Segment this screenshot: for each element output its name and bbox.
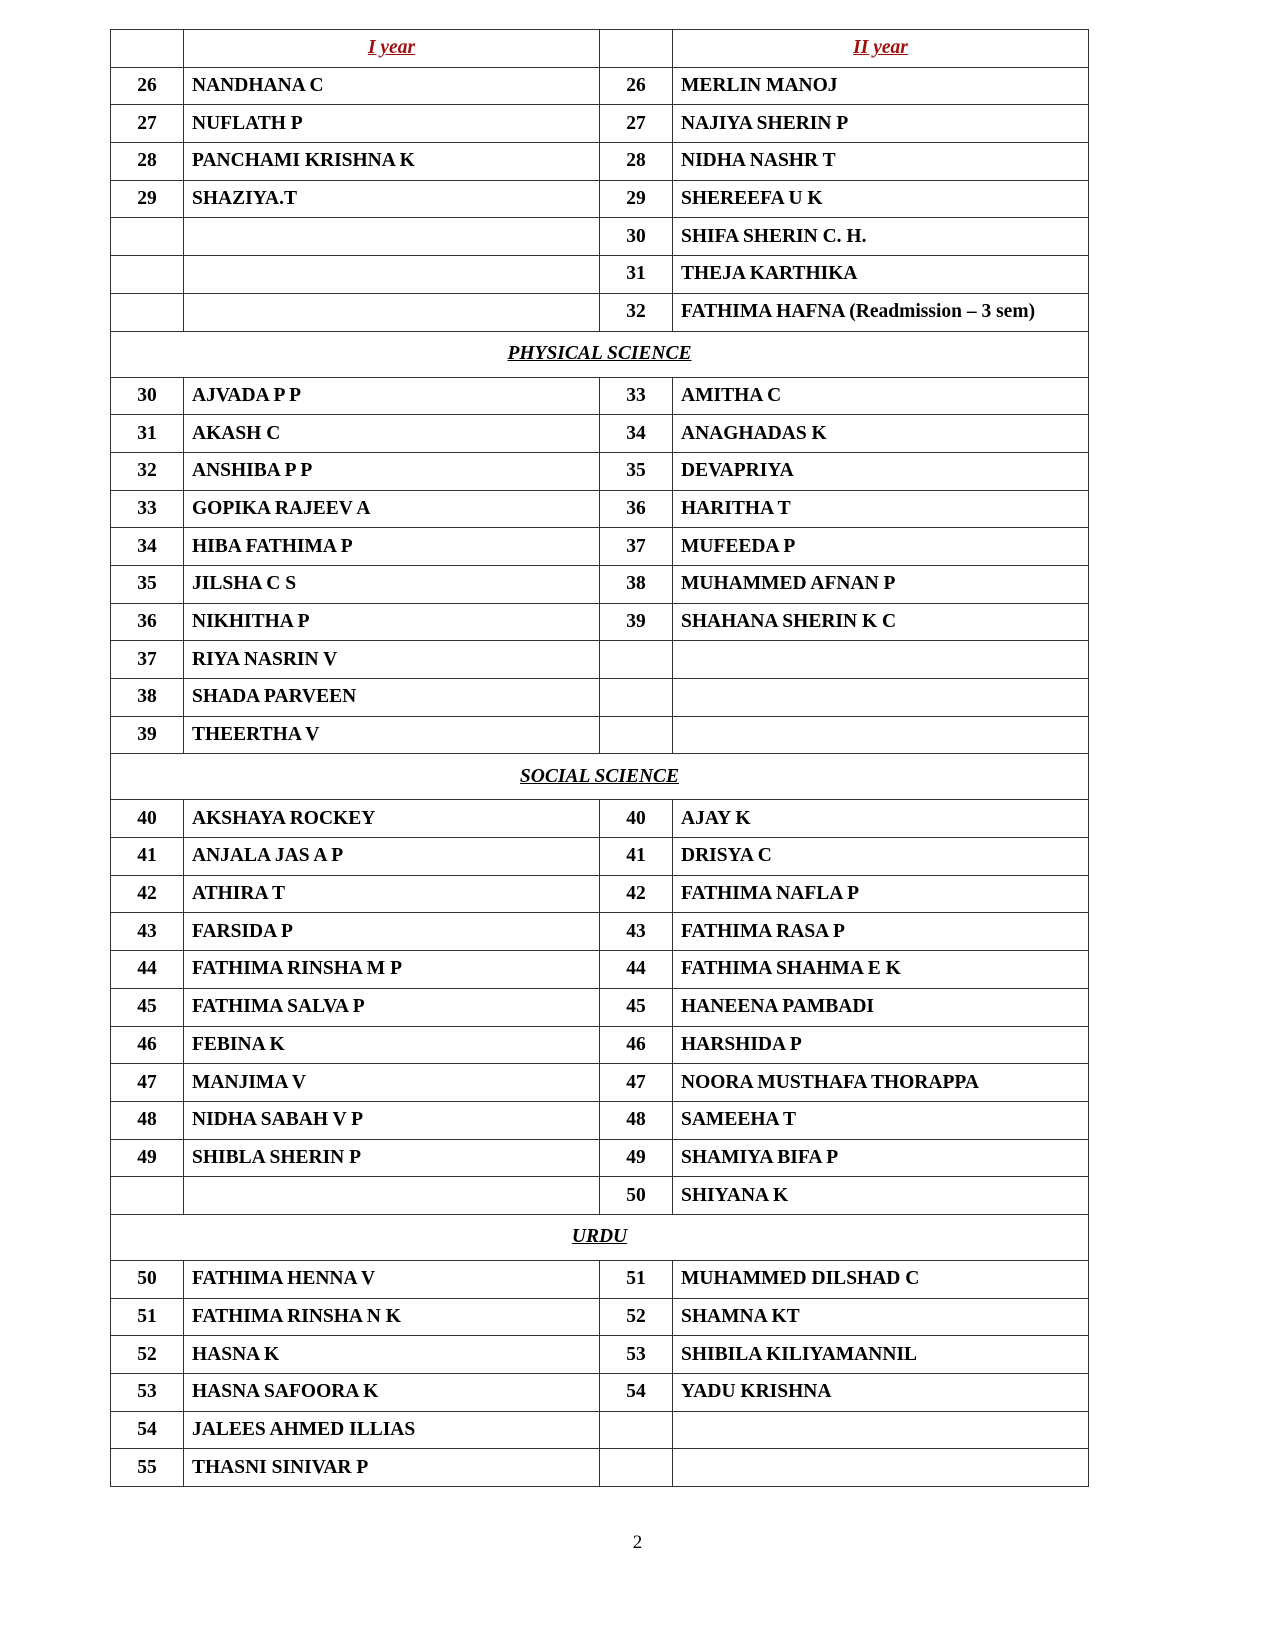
first-year-roll-number: 36 (111, 603, 184, 641)
second-year-heading: II year (673, 30, 1089, 68)
first-year-student-name: ATHIRA T (184, 875, 600, 913)
first-year-student-name: RIYA NASRIN V (184, 641, 600, 679)
header-number-cell-2 (600, 30, 673, 68)
first-year-roll-number: 34 (111, 528, 184, 566)
second-year-student-name: SHAMNA KT (673, 1298, 1089, 1336)
first-year-student-name: AKASH C (184, 415, 600, 453)
first-year-student-name: SHAZIYA.T (184, 180, 600, 218)
second-year-roll-number (600, 1411, 673, 1449)
second-year-roll-number: 35 (600, 452, 673, 490)
second-year-student-name: FATHIMA HAFNA (Readmission – 3 sem) (673, 293, 1089, 331)
second-year-roll-number: 50 (600, 1177, 673, 1215)
first-year-roll-number: 43 (111, 913, 184, 951)
second-year-roll-number: 44 (600, 951, 673, 989)
second-year-student-name: SHAHANA SHERIN K C (673, 603, 1089, 641)
first-year-roll-number: 32 (111, 452, 184, 490)
first-year-student-name: FATHIMA RINSHA M P (184, 951, 600, 989)
first-year-roll-number: 35 (111, 565, 184, 603)
table-row (111, 218, 1089, 256)
section-heading-row (111, 754, 1089, 800)
first-year-roll-number: 39 (111, 716, 184, 754)
first-year-roll-number: 44 (111, 951, 184, 989)
first-year-student-name: AJVADA P P (184, 377, 600, 415)
first-year-student-name: PANCHAMI KRISHNA K (184, 143, 600, 181)
first-year-student-name: MANJIMA V (184, 1064, 600, 1102)
first-year-student-name: NANDHANA C (184, 67, 600, 105)
second-year-roll-number: 37 (600, 528, 673, 566)
table-row (111, 603, 1089, 641)
first-year-roll-number: 42 (111, 875, 184, 913)
first-year-student-name (184, 1177, 600, 1215)
page-number: 2 (632, 1532, 643, 1553)
table-row (111, 565, 1089, 603)
first-year-heading: I year (184, 30, 600, 68)
table-row (111, 256, 1089, 294)
second-year-roll-number: 38 (600, 565, 673, 603)
first-year-roll-number (111, 1177, 184, 1215)
first-year-student-name (184, 256, 600, 294)
first-year-roll-number: 27 (111, 105, 184, 143)
second-year-student-name: YADU KRISHNA (673, 1374, 1089, 1412)
second-year-student-name: MUHAMMED AFNAN P (673, 565, 1089, 603)
first-year-student-name: FATHIMA RINSHA N K (184, 1298, 600, 1336)
section-title: URDU (111, 1214, 1089, 1260)
table-row (111, 528, 1089, 566)
second-year-student-name: FATHIMA NAFLA P (673, 875, 1089, 913)
table-row (111, 1336, 1089, 1374)
table-row (111, 875, 1089, 913)
table-row (111, 913, 1089, 951)
first-year-student-name: FEBINA K (184, 1026, 600, 1064)
header-number-cell-1 (111, 30, 184, 68)
second-year-student-name: HANEENA PAMBADI (673, 988, 1089, 1026)
second-year-student-name: MUFEEDA P (673, 528, 1089, 566)
table-row (111, 143, 1089, 181)
first-year-roll-number: 40 (111, 800, 184, 838)
first-year-roll-number (111, 293, 184, 331)
second-year-roll-number: 48 (600, 1101, 673, 1139)
first-year-roll-number: 45 (111, 988, 184, 1026)
first-year-roll-number: 47 (111, 1064, 184, 1102)
second-year-roll-number (600, 641, 673, 679)
second-year-roll-number: 42 (600, 875, 673, 913)
first-year-roll-number: 37 (111, 641, 184, 679)
second-year-roll-number: 40 (600, 800, 673, 838)
table-row (111, 679, 1089, 717)
first-year-student-name: SHIBLA SHERIN P (184, 1139, 600, 1177)
first-year-student-name: JILSHA C S (184, 565, 600, 603)
second-year-roll-number: 43 (600, 913, 673, 951)
table-row (111, 377, 1089, 415)
first-year-student-name: NIDHA SABAH V P (184, 1101, 600, 1139)
table-row (111, 951, 1089, 989)
first-year-roll-number: 28 (111, 143, 184, 181)
first-year-student-name: JALEES AHMED ILLIAS (184, 1411, 600, 1449)
second-year-student-name: AMITHA C (673, 377, 1089, 415)
first-year-student-name: FATHIMA HENNA V (184, 1260, 600, 1298)
second-year-student-name (673, 1411, 1089, 1449)
section-heading-row (111, 331, 1089, 377)
table-row (111, 1139, 1089, 1177)
table-row (111, 800, 1089, 838)
first-year-student-name (184, 293, 600, 331)
table-row (111, 1374, 1089, 1412)
second-year-student-name: SHIYANA K (673, 1177, 1089, 1215)
first-year-roll-number: 41 (111, 838, 184, 876)
second-year-roll-number: 53 (600, 1336, 673, 1374)
second-year-roll-number: 39 (600, 603, 673, 641)
first-year-roll-number: 50 (111, 1260, 184, 1298)
second-year-roll-number: 33 (600, 377, 673, 415)
second-year-student-name: ANAGHADAS K (673, 415, 1089, 453)
second-year-student-name: SAMEEHA T (673, 1101, 1089, 1139)
second-year-student-name: MUHAMMED DILSHAD C (673, 1260, 1089, 1298)
second-year-roll-number (600, 1449, 673, 1487)
first-year-roll-number: 38 (111, 679, 184, 717)
first-year-roll-number: 26 (111, 67, 184, 105)
second-year-student-name: THEJA KARTHIKA (673, 256, 1089, 294)
first-year-student-name: FATHIMA SALVA P (184, 988, 600, 1026)
table-row (111, 293, 1089, 331)
first-year-student-name: THEERTHA V (184, 716, 600, 754)
second-year-roll-number: 28 (600, 143, 673, 181)
second-year-roll-number: 51 (600, 1260, 673, 1298)
first-year-student-name: HASNA SAFOORA K (184, 1374, 600, 1412)
second-year-roll-number (600, 679, 673, 717)
first-year-roll-number (111, 256, 184, 294)
second-year-roll-number: 34 (600, 415, 673, 453)
table-row (111, 988, 1089, 1026)
first-year-student-name: THASNI SINIVAR P (184, 1449, 600, 1487)
second-year-roll-number: 30 (600, 218, 673, 256)
first-year-roll-number: 29 (111, 180, 184, 218)
first-year-student-name: FARSIDA P (184, 913, 600, 951)
section-title: SOCIAL SCIENCE (111, 754, 1089, 800)
second-year-roll-number: 47 (600, 1064, 673, 1102)
second-year-student-name (673, 679, 1089, 717)
first-year-roll-number: 51 (111, 1298, 184, 1336)
second-year-roll-number: 46 (600, 1026, 673, 1064)
first-year-roll-number: 31 (111, 415, 184, 453)
second-year-student-name (673, 1449, 1089, 1487)
table-row (111, 1101, 1089, 1139)
second-year-student-name: NIDHA NASHR T (673, 143, 1089, 181)
first-year-roll-number: 46 (111, 1026, 184, 1064)
second-year-roll-number: 54 (600, 1374, 673, 1412)
second-year-roll-number: 29 (600, 180, 673, 218)
table-row (111, 1449, 1089, 1487)
first-year-student-name: NIKHITHA P (184, 603, 600, 641)
first-year-roll-number: 30 (111, 377, 184, 415)
second-year-roll-number: 52 (600, 1298, 673, 1336)
second-year-roll-number: 32 (600, 293, 673, 331)
first-year-roll-number: 53 (111, 1374, 184, 1412)
second-year-roll-number: 49 (600, 1139, 673, 1177)
first-year-student-name (184, 218, 600, 256)
second-year-student-name: SHEREEFA U K (673, 180, 1089, 218)
second-year-student-name: SHAMIYA BIFA P (673, 1139, 1089, 1177)
first-year-student-name: HASNA K (184, 1336, 600, 1374)
table-row (111, 641, 1089, 679)
first-year-roll-number: 55 (111, 1449, 184, 1487)
second-year-student-name (673, 641, 1089, 679)
table-row (111, 1260, 1089, 1298)
second-year-student-name: DRISYA C (673, 838, 1089, 876)
table-row (111, 838, 1089, 876)
second-year-student-name: NAJIYA SHERIN P (673, 105, 1089, 143)
second-year-roll-number: 36 (600, 490, 673, 528)
table-row (111, 415, 1089, 453)
second-year-roll-number (600, 716, 673, 754)
second-year-roll-number: 26 (600, 67, 673, 105)
first-year-roll-number: 33 (111, 490, 184, 528)
second-year-student-name: SHIBILA KILIYAMANNIL (673, 1336, 1089, 1374)
second-year-roll-number: 45 (600, 988, 673, 1026)
first-year-roll-number: 49 (111, 1139, 184, 1177)
first-year-student-name: SHADA PARVEEN (184, 679, 600, 717)
second-year-student-name: DEVAPRIYA (673, 452, 1089, 490)
second-year-student-name (673, 716, 1089, 754)
first-year-student-name: HIBA FATHIMA P (184, 528, 600, 566)
table-row (111, 105, 1089, 143)
table-row (111, 716, 1089, 754)
table-row (111, 1177, 1089, 1215)
second-year-student-name: SHIFA SHERIN C. H. (673, 218, 1089, 256)
second-year-roll-number: 41 (600, 838, 673, 876)
table-row (111, 180, 1089, 218)
first-year-student-name: ANJALA JAS A P (184, 838, 600, 876)
table-row (111, 452, 1089, 490)
table-row (111, 1026, 1089, 1064)
section-title: PHYSICAL SCIENCE (111, 331, 1089, 377)
first-year-roll-number (111, 218, 184, 256)
student-list-body (111, 30, 1089, 1487)
second-year-roll-number: 27 (600, 105, 673, 143)
second-year-student-name: AJAY K (673, 800, 1089, 838)
first-year-roll-number: 48 (111, 1101, 184, 1139)
first-year-roll-number: 54 (111, 1411, 184, 1449)
second-year-student-name: FATHIMA SHAHMA E K (673, 951, 1089, 989)
second-year-student-name: MERLIN MANOJ (673, 67, 1089, 105)
first-year-student-name: NUFLATH P (184, 105, 600, 143)
second-year-student-name: HARSHIDA P (673, 1026, 1089, 1064)
second-year-student-name: HARITHA T (673, 490, 1089, 528)
table-row (111, 1411, 1089, 1449)
student-list-table (110, 29, 1089, 1487)
second-year-student-name: NOORA MUSTHAFA THORAPPA (673, 1064, 1089, 1102)
second-year-student-name: FATHIMA RASA P (673, 913, 1089, 951)
first-year-roll-number: 52 (111, 1336, 184, 1374)
year-header-row (111, 30, 1089, 68)
table-row (111, 1064, 1089, 1102)
section-heading-row (111, 1214, 1089, 1260)
first-year-student-name: GOPIKA RAJEEV A (184, 490, 600, 528)
first-year-student-name: AKSHAYA ROCKEY (184, 800, 600, 838)
table-row (111, 1298, 1089, 1336)
table-row (111, 67, 1089, 105)
table-row (111, 490, 1089, 528)
second-year-roll-number: 31 (600, 256, 673, 294)
first-year-student-name: ANSHIBA P P (184, 452, 600, 490)
